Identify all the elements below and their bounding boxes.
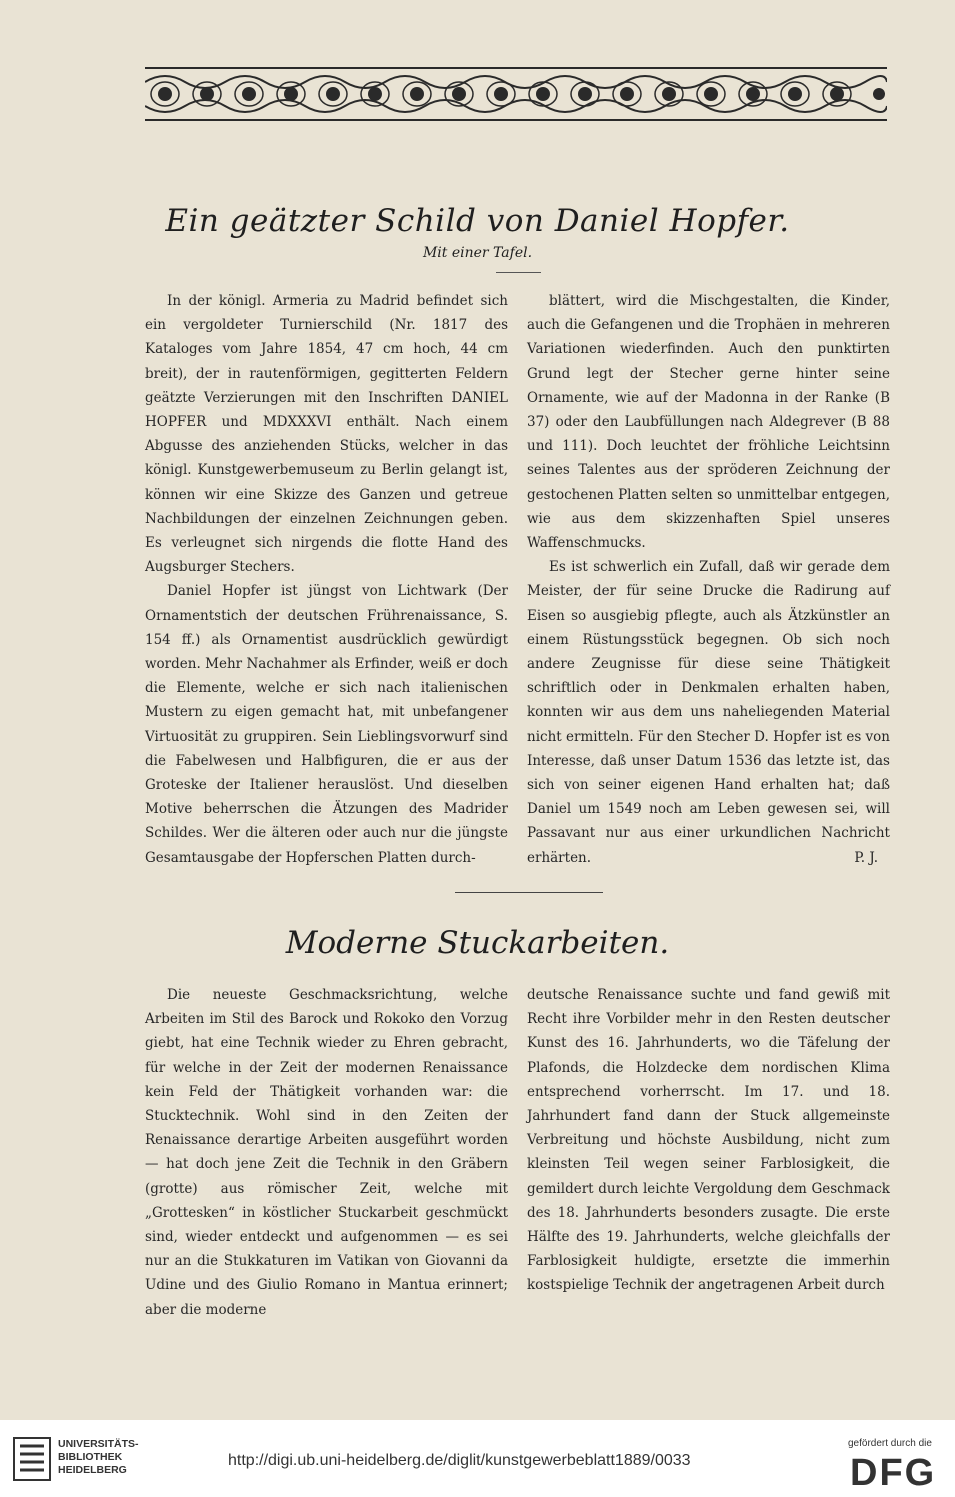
article-subtitle: Mit einer Tafel. <box>422 245 533 261</box>
paragraph: In der königl. Armeria zu Madrid befindet sich ein vergoldeter Turnierschild (Nr. 1817 des Kataloges vom Jahre 1854, 47 cm hoch, 44 cm breit), der in rautenförmigen, gegitterten Feldern geätzte Verzierungen mit den Inschriften DANIEL HOPFER und MDXXXVI enthält. Nach einem Abgusse des anziehenden Stücks, welcher in das königl. Kunstgewerbemuseum zu Berlin gelangt ist, können wir eine Skizze des Ganzen und getreue Nachbildungen der einzelnen Zeichnungen geben. Es verleugnet sich nirgends die flotte Hand des Augsburger Stechers. <box>145 293 508 576</box>
library-name-line: HEIDELBERG <box>58 1464 127 1476</box>
paragraph: Es ist schwerlich ein Zufall, daß wir gerade dem Meister, der für seine Drucke die Radirung auf Eisen so ausgiebig pflegte, auch als Ätzkünstler an einem Rüstungsstück begegnen. Ob sich noch andere Zeugnisse für diese seine Thätigkeit schriftlich oder in Denkmalen erhalten haben, konnten wir aus dem uns naheliegenden Material nicht ermitteln. Für den Stecher D. Hopfer ist es von Interesse, daß unser Datum 1536 das letzte ist, das sich von seiner eigenen Hand erhalten hat; daß Daniel um 1549 noch am Leben gewesen sei, will Passavant nur aus einer urkundlichen Nachricht erhärten. <box>527 559 890 866</box>
library-name-line: UNIVERSITÄTS- <box>58 1438 139 1450</box>
section-divider <box>455 892 603 893</box>
permalink-url[interactable]: http://digi.ub.uni-heidelberg.de/diglit/kunstgewerbeblatt1889/0033 <box>228 1452 691 1469</box>
article-column-right <box>527 289 890 870</box>
article-column-left <box>145 289 508 870</box>
paragraph: Die neueste Geschmacksrichtung, welche Arbeiten im Stil des Barock und Rokoko den Vorzug giebt, hat eine Technik wieder zu Ehren gebracht, für welche in der Zeit der modernen Renaissance kein Feld der Thätigkeit vorhanden war: die Stucktechnik. Wohl sind in den Zeiten der Renaissance derartige Arbeiten ausgeführt worden — hat doch jene Zeit die Technik in den Gräbern (grotte) aus römischer Zeit, welche mit „Grottesken“ in köstlicher Stuckarbeit geschmückt sind, wieder entdeckt und aufgenommen — es sei nur an die Stukkaturen im Vatikan von Giovanni da Udine und des Giulio Romano in Mantua erinnert; aber die moderne <box>145 987 508 1318</box>
paragraph: Daniel Hopfer ist jüngst von Lichtwark (Der Ornamentstich der deutschen Frührenaissance, S. 154 ff.) als Ornamentist ausdrücklich gewürdigt worden. Mehr Nachahmer als Erfinder, weiß er doch die Elemente, welche er sich nach italienischen Mustern zu eigen gemacht hat, mit unbefangener Virtuosität zu gruppiren. Sein Lieblingsvorwurf sind die Fabelwesen und Halbfiguren, die er aus der Groteske der Italiener herauslöst. Und dieselben Motive beherrschen die Ätzungen des Madrider Schildes. Wer die älteren oder auch nur die jüngste Gesamtausgabe der Hopferschen Platten durch- <box>145 583 508 866</box>
funding-note: gefördert durch die <box>848 1438 932 1449</box>
library-name[interactable] <box>58 1438 139 1477</box>
article-title: Moderne Stuckarbeiten. <box>285 925 670 961</box>
ornamental-border-icon <box>145 64 887 124</box>
dfg-logo[interactable]: DFG <box>850 1452 937 1494</box>
article-column-right <box>527 983 890 1298</box>
university-library-logo-icon[interactable] <box>12 1436 52 1482</box>
author-signature: P. J. <box>854 849 878 866</box>
paragraph: deutsche Renaissance suchte und fand gewiß mit Recht ihre Vorbilder mehr in den Resten deutscher Kunst des 16. Jahrhunderts, wo die Täfelung der Plafonds, die Holzdecke dem nordischen Klima entsprechend vorherrscht. Im 17. und 18. Jahrhundert fand dann der Stuck allgemeinste Verbreitung und höchste Ausbildung, nicht zum kleinsten Teil wegen seiner Farblosigkeit, die gemildert durch leichte Vergoldung dem Geschmack des 18. Jahrhunderts besonders zusagte. Die erste Hälfte des 19. Jahrhunderts, welche gleichfalls der Farblosigkeit huldigte, ersetzte die immerhin kostspielige Technik der angetragenen Arbeit durch <box>527 987 890 1294</box>
library-name-line: BIBLIOTHEK <box>58 1451 123 1463</box>
viewer-footer <box>0 1420 955 1497</box>
title-divider <box>496 272 541 273</box>
paragraph: blättert, wird die Mischgestalten, die Kinder, auch die Gefangenen und die Trophäen in mehreren Variationen wiederfinden. Auch den punktirten Grund legt der Stecher gerne hinter seine Ornamente, wie auf der Madonna in der Ranke (B 37) oder den Laubfüllungen nach Aldegrever (B 88 und 111). Doch leuchtet der fröhliche Leichtsinn seines Talentes aus der spröderen Zeichnung der gestochenen Platten selten so unmittelbar entgegen, wie aus dem skizzenhaften Spiel unseres Waffenschmucks. <box>527 293 890 552</box>
article-title: Ein geätzter Schild von Daniel Hopfer. <box>165 203 790 239</box>
article-column-left <box>145 983 508 1322</box>
